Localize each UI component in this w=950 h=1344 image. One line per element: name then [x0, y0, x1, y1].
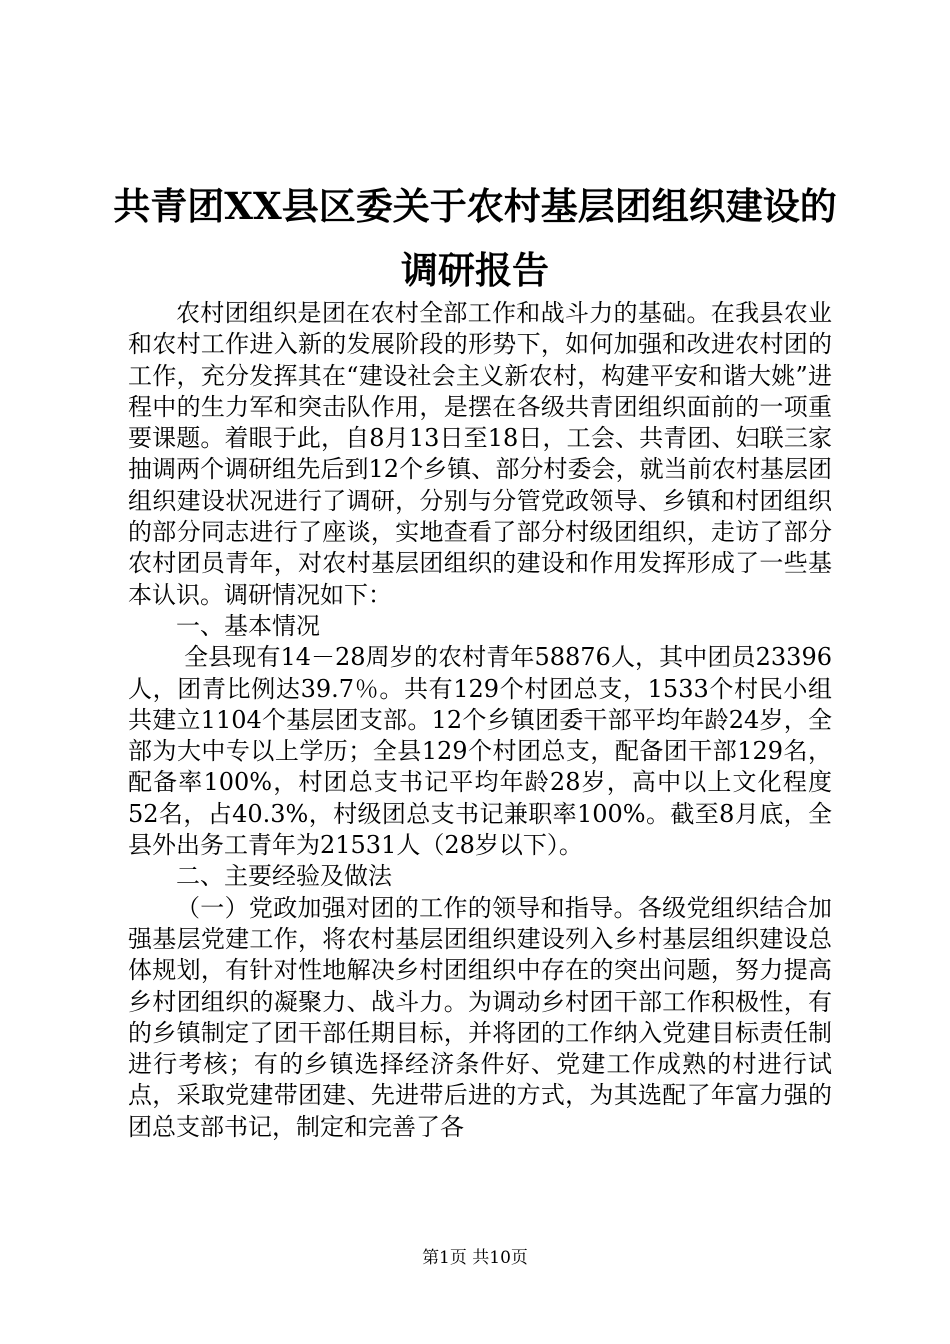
page-footer: 第1页 共10页 [422, 1248, 528, 1268]
section-heading-basic: 一、基本情况 [176, 611, 320, 640]
paragraph-basic-situation: 全县现有14－28周岁的农村青年58876人，其中团员23396人，团青比例达39.7％。共有129个村团总支，1533个村民小组共建立1104个基层团支部。12个乡镇团委干部平均年龄24岁，全部为大中专以上学历；全县129个村团总支，配备团干部129名，配备率100%，村团总支书记平均年龄28岁，高中以上文化程度52名，占40.3%，村级团总支书记兼职率100%。截至8月底，全县外出务工青年为21531人（28岁以下）。 [128, 643, 832, 860]
document-body [128, 298, 832, 1143]
document-title-line-1: 共青团XX县区委关于农村基层团组织建设的 [113, 184, 837, 228]
paragraph-experience-1: （一）党政加强对团的工作的领导和指导。各级党组织结合加强基层党建工作，将农村基层团组织建设列入乡村基层组织建设总体规划，有针对性地解决乡村团组织中存在的突出问题，努力提高乡村团组织的凝聚力、战斗力。为调动乡村团干部工作积极性，有的乡镇制定了团干部任期目标，并将团的工作纳入党建目标责任制进行考核；有的乡镇选择经济条件好、党建工作成熟的村进行试点，采取党建带团建、先进带后进的方式，为其选配了年富力强的团总支部书记，制定和完善了各 [128, 893, 832, 1141]
paragraph-intro: 农村团组织是团在农村全部工作和战斗力的基础。在我县农业和农村工作进入新的发展阶段的形势下，如何加强和改进农村团的工作，充分发挥其在“建设社会主义新农村，构建平安和谐大姚”进程中的生力军和突击队作用，是摆在各级共青团组织面前的一项重要课题。着眼于此，自8月13日至18日，工会、共青团、妇联三家抽调两个调研组先后到12个乡镇、部分村委会，就当前农村基层团组织建设状况进行了调研，分别与分管党政领导、乡镇和村团组织的部分同志进行了座谈，实地查看了部分村级团组织，走访了部分农村团员青年，对农村基层团组织的建设和作用发挥形成了一些基本认识。调研情况如下： [128, 299, 832, 609]
document-title-line-2: 调研报告 [401, 248, 549, 292]
section-heading-experience: 二、主要经验及做法 [176, 862, 392, 891]
